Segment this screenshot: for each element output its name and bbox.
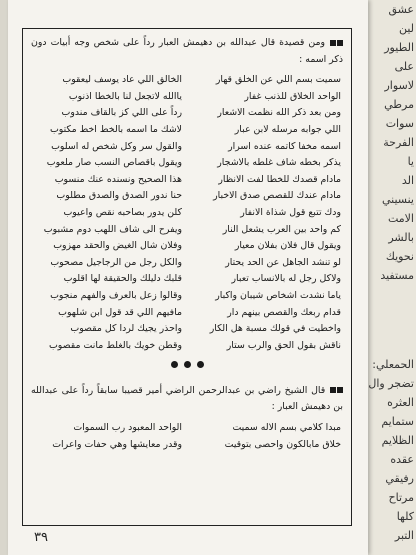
adjacent-line: بالشر bbox=[388, 231, 414, 244]
section1-poem bbox=[23, 70, 351, 354]
verse-second-half: لاشك ما اسمه بالخط اخط مكتوب bbox=[49, 123, 182, 135]
verse-second-half: وقدر معايشها وهي حفات واعرات bbox=[52, 438, 182, 450]
section2-poem bbox=[23, 418, 351, 453]
verse-first-half: قدام ربعك والقصص بينهم دار bbox=[227, 306, 341, 318]
verse-second-half: حنا ندور الصدق والصدق مطلوب bbox=[56, 190, 182, 202]
poem-frame bbox=[22, 28, 352, 526]
dot-icon bbox=[171, 361, 178, 368]
adjacent-line: لين bbox=[398, 22, 414, 35]
adjacent-line: الفرحة bbox=[383, 136, 414, 149]
adjacent-line: الامت bbox=[387, 212, 414, 225]
square-bullet-icon bbox=[337, 40, 343, 46]
verse-first-half: ويقول قال فلان بفلان معيار bbox=[234, 240, 341, 252]
square-bullet-icon bbox=[337, 387, 343, 393]
verse-first-half: اللي جوابه مرسله لابن عبار bbox=[234, 123, 341, 135]
square-bullet-icon bbox=[330, 40, 336, 46]
book-page bbox=[8, 0, 368, 555]
dot-icon bbox=[184, 361, 191, 368]
adjacent-line: التبر bbox=[394, 529, 414, 542]
verse-first-half: واخطيت في قولك مسبة هل الكار bbox=[209, 323, 341, 335]
verse-second-half: ياالله لاتجعل لنا بالخطا اذنوب bbox=[68, 90, 182, 102]
verse-second-half: وفلان شال الغيض والحقد مهزوب bbox=[53, 240, 182, 252]
verse-first-half: ولاكل رجل له بالانساب تعبار bbox=[231, 273, 341, 285]
adjacent-gap bbox=[360, 285, 416, 355]
verse-first-half: اسمه مخفا كاتمه عنده اسرار bbox=[228, 140, 341, 152]
adjacent-line: رفيقي bbox=[385, 472, 414, 485]
verse-second-half: ويفرح الى شاف اللهب دوم مشبوب bbox=[43, 223, 182, 235]
adjacent-line: الحمعلي: bbox=[372, 358, 414, 371]
section2-intro-text: قال الشيخ راضي بن عبدالرحمن الراضي أمير قصيبا سابقاً رداً على عبدالله بن دهيمش العبار : bbox=[31, 384, 343, 413]
verse-second-half: وقالوا زعل بالعرف والفهم منجوب bbox=[50, 289, 182, 301]
adjacent-line: ستمايم bbox=[381, 415, 414, 428]
verse-first-half: الواحد الخلاق للذنب غفار bbox=[244, 90, 341, 102]
section1-intro-text: ومن قصيدة قال عبدالله بن دهيمش العبار رداً على شخص وجه أبيات دون ذكر اسمه : bbox=[31, 37, 343, 65]
verse-second-half: كلن يدور بصاحبه نقص واعيوب bbox=[63, 206, 182, 218]
verse-second-half: واحذر يجيك لردا كل مقصوب bbox=[70, 323, 182, 335]
verse-second-half: وقطن خويك بالغلط مانت مقصوب bbox=[48, 339, 182, 351]
adjacent-line: سوات bbox=[385, 117, 414, 130]
adjacent-line: تضجر وال bbox=[368, 377, 414, 390]
adjacent-line: عقده bbox=[390, 453, 414, 466]
verse-second-half: والقول سر وكل شخص له اسلوب bbox=[51, 140, 182, 152]
verse-first-half: يذكر بخطه شاف غلطه بالاشجار bbox=[217, 157, 341, 169]
verse-second-half: مافيهم اللي قد قول ابن شلهوب bbox=[58, 306, 182, 318]
verse-first-half: كم واحد بين العرب يشعل النار bbox=[222, 223, 341, 235]
adjacent-line: مرطي bbox=[384, 98, 414, 111]
adjacent-line: يا bbox=[407, 155, 414, 168]
verse-first-half: مادام قصدك للخطا لفت الانظار bbox=[218, 173, 341, 185]
verse-first-half: مادام عندك للقصص صدق الاخبار bbox=[213, 190, 341, 202]
adjacent-line: الطيور bbox=[384, 41, 414, 54]
adjacent-page bbox=[360, 0, 416, 555]
verse-second-half: الخالق اللي عاد يوسف ليعقوب bbox=[62, 74, 182, 86]
adjacent-line: كلها bbox=[396, 510, 414, 523]
square-bullet-icon bbox=[330, 387, 336, 393]
verse-first-half: خلاق مابالكون واحصى بتوقيت bbox=[224, 438, 341, 450]
verse-second-half: ويقول باقصاص النسب صار ملعوب bbox=[46, 157, 182, 169]
verse-first-half: مبدا كلامي بسم الاله سميت bbox=[232, 422, 341, 434]
verse-first-half: ياما نشدت اشخاص شيبان واكبار bbox=[215, 289, 341, 301]
adjacent-line: الد bbox=[401, 174, 414, 187]
verse-first-half: سميت بسم اللي عن الخلق قهار bbox=[215, 74, 341, 86]
adjacent-line: نحويك bbox=[385, 250, 414, 263]
verse-second-half: قلبك دليلك والحقيقة لها اقلوب bbox=[63, 273, 182, 285]
adjacent-line: على bbox=[394, 60, 414, 73]
verse-first-half: ناقش بقول الحق والرب ستار bbox=[226, 339, 341, 351]
verse-first-half: ودك تتبع قول شذاة الانفار bbox=[240, 206, 341, 218]
section-divider bbox=[23, 354, 351, 377]
adjacent-line: ينسيني bbox=[381, 193, 414, 206]
verse-first-half: ومن بعد ذكر الله نظمت الاشعار bbox=[217, 107, 341, 119]
adjacent-line: عشق bbox=[388, 3, 414, 16]
verse-second-half: والكل رجل من الرجاجيل مصحوب bbox=[50, 256, 182, 268]
page-number: ٣٩ bbox=[34, 530, 48, 545]
adjacent-line: مستفيد bbox=[380, 269, 414, 282]
adjacent-line: الظلايم bbox=[381, 434, 414, 447]
verse-first-half: لو تنشد الجاهل عن الحد يحتار bbox=[225, 256, 341, 268]
verse-second-half: الواحد المعبود رب السموات bbox=[73, 422, 182, 434]
section2-intro bbox=[23, 377, 351, 418]
section1-intro bbox=[23, 29, 351, 70]
verse-second-half: رداً على اللي كز بالقاف مندوب bbox=[61, 107, 182, 119]
verse-second-half: هذا الصحيح ونسنده عنك منسوب bbox=[54, 173, 182, 185]
adjacent-line: مرتاح bbox=[388, 491, 414, 504]
adjacent-line: العثره bbox=[387, 396, 414, 409]
adjacent-line: لاسوار bbox=[384, 79, 414, 92]
dot-icon bbox=[197, 361, 204, 368]
